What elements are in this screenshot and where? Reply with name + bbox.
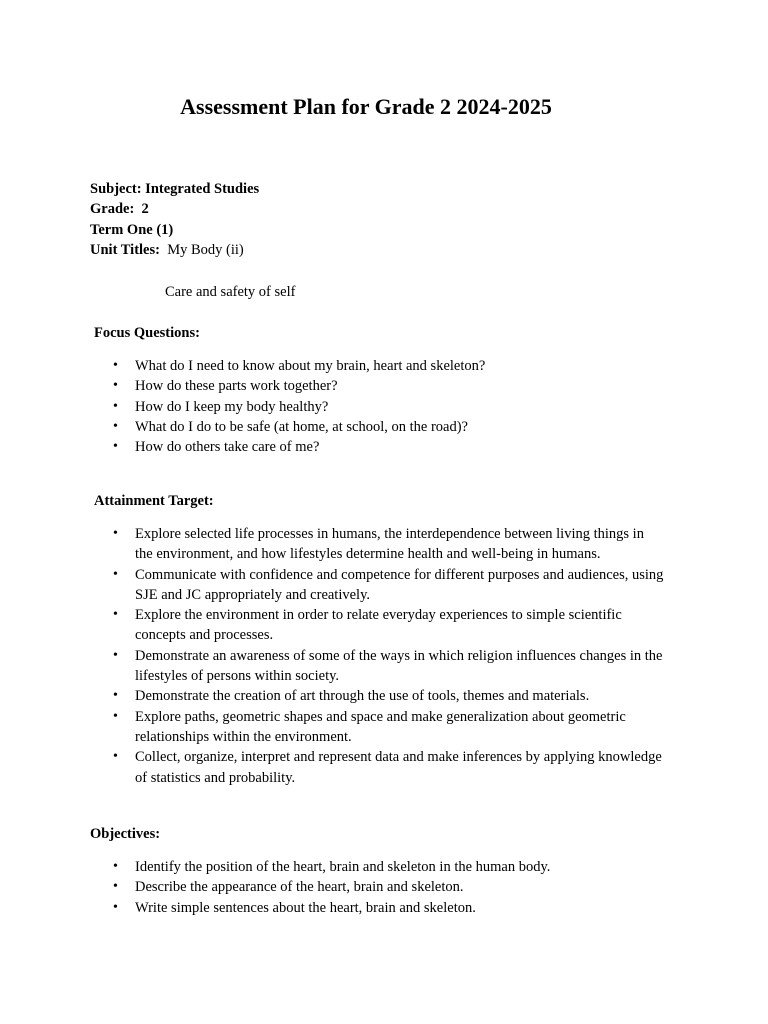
- list-item: [0, 646, 665, 687]
- list-item-text: Communicate with confidence and competence for different purposes and audiences, using SJE and JC appropriately and creatively.: [135, 566, 664, 603]
- list-item-text: Demonstrate an awareness of some of the ways in which religion influences changes in the lifestyles of persons within society.: [135, 647, 663, 685]
- bullet-icon: •: [113, 358, 118, 373]
- list-item: [0, 707, 665, 748]
- bullet-icon: •: [113, 859, 118, 874]
- list-item-text: How do these parts work together?: [135, 378, 338, 395]
- attainment-target-heading: Attainment Target:: [94, 493, 214, 509]
- grade-value: 2: [141, 201, 149, 218]
- list-item: [0, 857, 665, 877]
- list-item: [0, 397, 665, 417]
- list-item: [0, 898, 665, 918]
- bullet-icon: •: [113, 526, 118, 541]
- bullet-icon: •: [113, 879, 118, 895]
- list-item: [0, 686, 665, 706]
- list-item-text: Explore the environment in order to relate everyday experiences to simple scientific concepts and processes.: [135, 607, 622, 644]
- focus-questions-list: [0, 356, 665, 457]
- list-item-text: What do I need to know about my brain, heart and skeleton?: [135, 358, 486, 374]
- unit-title-1: My Body (ii): [167, 241, 244, 258]
- list-item: [0, 356, 665, 376]
- list-item-text: Collect, organize, interpret and represent data and make inferences by applying knowledge of statistics and probability.: [135, 749, 662, 786]
- bullet-icon: •: [113, 647, 118, 663]
- list-item: [0, 417, 665, 437]
- bullet-icon: •: [113, 398, 118, 414]
- bullet-icon: •: [113, 708, 118, 724]
- list-item: [0, 605, 665, 646]
- grade-line: [90, 199, 259, 219]
- bullet-icon: •: [113, 418, 118, 434]
- unit-title-2: Care and safety of self: [165, 284, 296, 300]
- bullet-icon: •: [113, 899, 118, 915]
- focus-questions-heading: Focus Questions:: [94, 325, 200, 341]
- list-item-text: Describe the appearance of the heart, brain and skeleton.: [135, 879, 464, 896]
- list-item: [0, 376, 665, 396]
- list-item: [0, 524, 665, 565]
- unit-meta: [90, 179, 259, 260]
- list-item: [0, 747, 665, 788]
- bullet-icon: •: [113, 607, 118, 623]
- list-item-text: How do I keep my body healthy?: [135, 398, 329, 415]
- bullet-icon: •: [113, 749, 118, 765]
- list-item-text: Explore paths, geometric shapes and space and make generalization about geometric relationships within the environment.: [135, 708, 626, 745]
- bullet-icon: •: [113, 378, 118, 394]
- list-item: [0, 437, 665, 457]
- page-title: Assessment Plan for Grade 2 2024-2025: [180, 94, 552, 119]
- list-item: [0, 877, 665, 897]
- unit-titles-line: [90, 240, 259, 260]
- objectives-list: [0, 857, 665, 918]
- term-line: Term One (1): [90, 221, 174, 238]
- bullet-icon: •: [113, 566, 118, 582]
- bullet-icon: •: [113, 439, 118, 455]
- list-item-text: Write simple sentences about the heart, brain and skeleton.: [135, 899, 476, 916]
- attainment-target-list: [0, 524, 665, 788]
- list-item: [0, 565, 665, 606]
- list-item-text: Identify the position of the heart, brain and skeleton in the human body.: [135, 859, 551, 875]
- grade-label: Grade:: [90, 201, 135, 218]
- objectives-heading: Objectives:: [90, 826, 161, 842]
- list-item-text: What do I do to be safe (at home, at school, on the road)?: [135, 418, 468, 435]
- bullet-icon: •: [113, 688, 118, 704]
- subject-line: Subject: Integrated Studies: [90, 181, 260, 197]
- list-item-text: How do others take care of me?: [135, 439, 320, 456]
- list-item-text: Demonstrate the creation of art through the use of tools, themes and materials.: [135, 688, 590, 705]
- list-item-text: Explore selected life processes in humans, the interdependence between living things in the environment, and how lifestyles determine health and well-being in humans.: [135, 526, 644, 563]
- unit-titles-label: Unit Titles:: [90, 241, 160, 258]
